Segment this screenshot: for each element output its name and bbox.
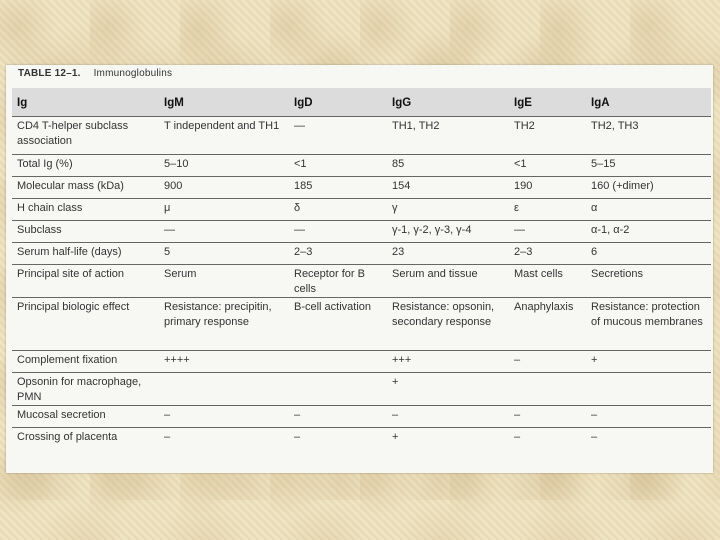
table-number: TABLE 12–1. — [18, 68, 81, 79]
cell: – — [591, 409, 598, 421]
cell: T independent and TH1 — [164, 120, 280, 132]
cell: γ — [392, 202, 398, 214]
cell: + — [392, 431, 399, 443]
scanned-table-page — [6, 65, 713, 473]
cell — [159, 373, 289, 406]
cell: 2–3 — [294, 246, 313, 258]
cell: TH2, TH3 — [591, 120, 639, 132]
cell: Resistance: precipitin, primary response — [164, 301, 272, 328]
cell: – — [514, 354, 521, 366]
cell: – — [392, 409, 399, 421]
cell: – — [514, 431, 521, 443]
cell — [289, 351, 387, 373]
cell: 900 — [164, 180, 183, 192]
row-label: Serum half-life (days) — [17, 246, 122, 258]
cell: 5–15 — [591, 158, 616, 170]
header-iga: IgA — [591, 96, 610, 109]
cell: — — [164, 224, 175, 236]
table-row — [12, 177, 711, 199]
table-row — [12, 265, 711, 298]
row-label: Complement fixation — [17, 354, 118, 366]
cell: 160 (+dimer) — [591, 180, 654, 192]
cell: 5–10 — [164, 158, 189, 170]
cell: Resistance: opsonin, secondary response — [392, 301, 495, 328]
row-label: Total Ig (%) — [17, 158, 73, 170]
cell: <1 — [294, 158, 307, 170]
cell: — — [294, 224, 305, 236]
cell: – — [164, 409, 171, 421]
cell — [509, 373, 586, 406]
cell: 190 — [514, 180, 533, 192]
table-row — [12, 298, 711, 351]
row-label: Principal site of action — [17, 268, 124, 280]
cell: <1 — [514, 158, 527, 170]
cell: – — [164, 431, 171, 443]
cell — [289, 373, 387, 406]
cell: TH1, TH2 — [392, 120, 440, 132]
immunoglobulin-table — [12, 88, 711, 445]
cell: δ — [294, 202, 301, 214]
cell: 6 — [591, 246, 598, 258]
row-label: Mucosal secretion — [17, 409, 106, 421]
cell: Secretions — [591, 268, 643, 280]
table-row — [12, 199, 711, 221]
cell: Resistance: protection of mucous membranes — [591, 301, 703, 328]
cell: Serum and tissue — [392, 268, 478, 280]
table-row — [12, 155, 711, 177]
cell: + — [392, 376, 399, 388]
cell: μ — [164, 202, 171, 214]
cell: 154 — [392, 180, 411, 192]
row-label: Molecular mass (kDa) — [17, 180, 124, 192]
cell: Anaphylaxis — [514, 301, 574, 313]
cell — [586, 373, 711, 406]
cell: α-1, α-2 — [591, 224, 630, 236]
row-label: Subclass — [17, 224, 62, 236]
row-label: CD4 T-helper subclass association — [17, 120, 129, 147]
cell: + — [591, 354, 598, 366]
header-igd: IgD — [294, 96, 313, 109]
cell: Receptor for B cells — [294, 268, 365, 295]
table-title: Immunoglobulins — [93, 68, 173, 79]
table-row — [12, 243, 711, 265]
header-igg: IgG — [392, 96, 412, 109]
header-ige: IgE — [514, 96, 532, 109]
cell: – — [591, 431, 598, 443]
cell: ++++ — [164, 354, 190, 366]
header-row — [12, 88, 711, 117]
cell: ε — [514, 202, 519, 214]
table-row — [12, 351, 711, 373]
cell: Mast cells — [514, 268, 563, 280]
header-ig: Ig — [17, 96, 28, 109]
table-row — [12, 221, 711, 243]
cell: 2–3 — [514, 246, 533, 258]
cell: — — [294, 120, 305, 132]
cell: 85 — [392, 158, 405, 170]
table-row — [12, 117, 711, 155]
table-row — [12, 373, 711, 406]
row-label: Principal biologic effect — [17, 301, 130, 313]
cell: – — [294, 431, 301, 443]
row-label: H chain class — [17, 202, 83, 214]
table-caption — [18, 68, 172, 79]
cell: – — [514, 409, 521, 421]
cell: γ-1, γ-2, γ-3, γ-4 — [392, 224, 472, 236]
header-igm: IgM — [164, 96, 184, 109]
cell: α — [591, 202, 598, 214]
cell: 5 — [164, 246, 171, 258]
table-row — [12, 406, 711, 428]
cell: TH2 — [514, 120, 535, 132]
row-label: Crossing of placenta — [17, 431, 118, 443]
table-row — [12, 428, 711, 446]
cell: Serum — [164, 268, 197, 280]
cell: 23 — [392, 246, 405, 258]
cell: B-cell activation — [294, 301, 372, 313]
cell: 185 — [294, 180, 313, 192]
cell: +++ — [392, 354, 412, 366]
cell: — — [514, 224, 525, 236]
cell: – — [294, 409, 301, 421]
row-label: Opsonin for macrophage, PMN — [17, 376, 142, 403]
